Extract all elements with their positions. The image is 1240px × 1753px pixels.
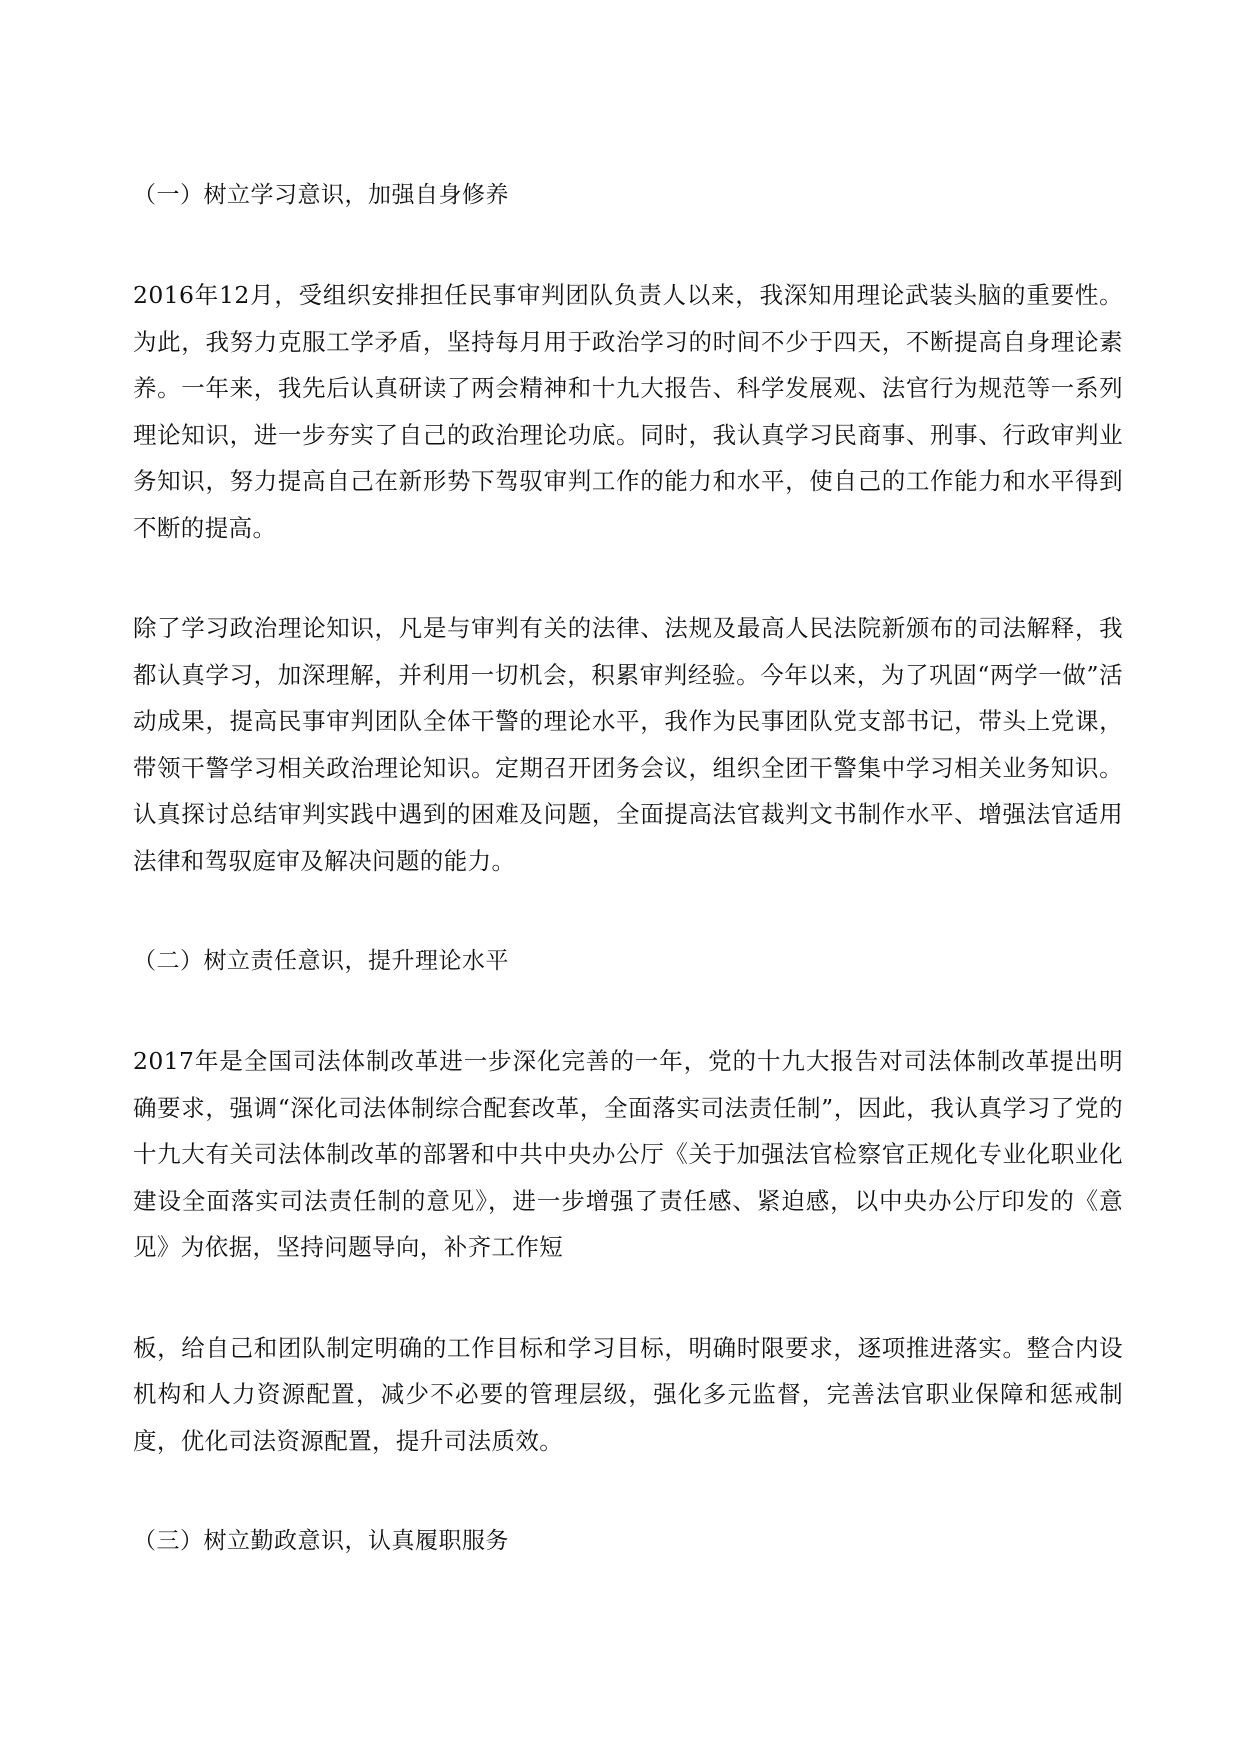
paragraph-3: 2017年是全国司法体制改革进一步深化完善的一年，党的十九大报告对司法体制改革提出明确要求，强调“深化司法体制综合配套改革，全面落实司法责任制”，因此，我认真学习了党的十九大有关司法体制改革的部署和中共中央办公厅《关于加强法官检察官正规化专业化职业化建设全面落实司法责任制的意见》，进一步增强了责任感、紧迫感，以中央办公厅印发的《意见》为依据，坚持问题导向，补齐工作短 <box>133 1047 1123 1261</box>
section-heading-1: （一）树立学习意识，加强自身修养 <box>133 182 509 208</box>
document-body <box>133 172 1123 1564</box>
section-heading-2: （二）树立责任意识，提升理论水平 <box>133 948 509 974</box>
paragraph-1: 2016年12月，受组织安排担任民事审判团队负责人以来，我深知用理论武装头脑的重要性。为此，我努力克服工学矛盾，坚持每月用于政治学习的时间不少于四天，不断提高自身理论素养。一年来，我先后认真研读了两会精神和十九大报告、科学发展观、法官行为规范等一系列理论知识，进一步夯实了自己的政治理论功底。同时，我认真学习民商事、刑事、行政审判业务知识，努力提高自己在新形势下驾驭审判工作的能力和水平，使自己的工作能力和水平得到不断的提高。 <box>133 281 1123 542</box>
section-heading-3: （三）树立勤政意识，认真履职服务 <box>133 1528 509 1554</box>
paragraph-2: 除了学习政治理论知识，凡是与审判有关的法律、法规及最高人民法院新颁布的司法解释，我都认真学习，加深理解，并利用一切机会，积累审判经验。今年以来，为了巩固“两学一做”活动成果，提高民事审判团队全体干警的理论水平，我作为民事团队党支部书记，带头上党课，带领干警学习相关政治理论知识。定期召开团务会议，组织全团干警集中学习相关业务知识。认真探讨总结审判实践中遇到的困难及问题，全面提高法官裁判文书制作水平、增强法官适用法律和驾驭庭审及解决问题的能力。 <box>133 614 1123 875</box>
paragraph-4: 板，给自己和团队制定明确的工作目标和学习目标，明确时限要求，逐项推进落实。整合内设机构和人力资源配置，减少不必要的管理层级，强化多元监督，完善法官职业保障和惩戒制度，优化司法资源配置，提升司法质效。 <box>133 1333 1123 1455</box>
